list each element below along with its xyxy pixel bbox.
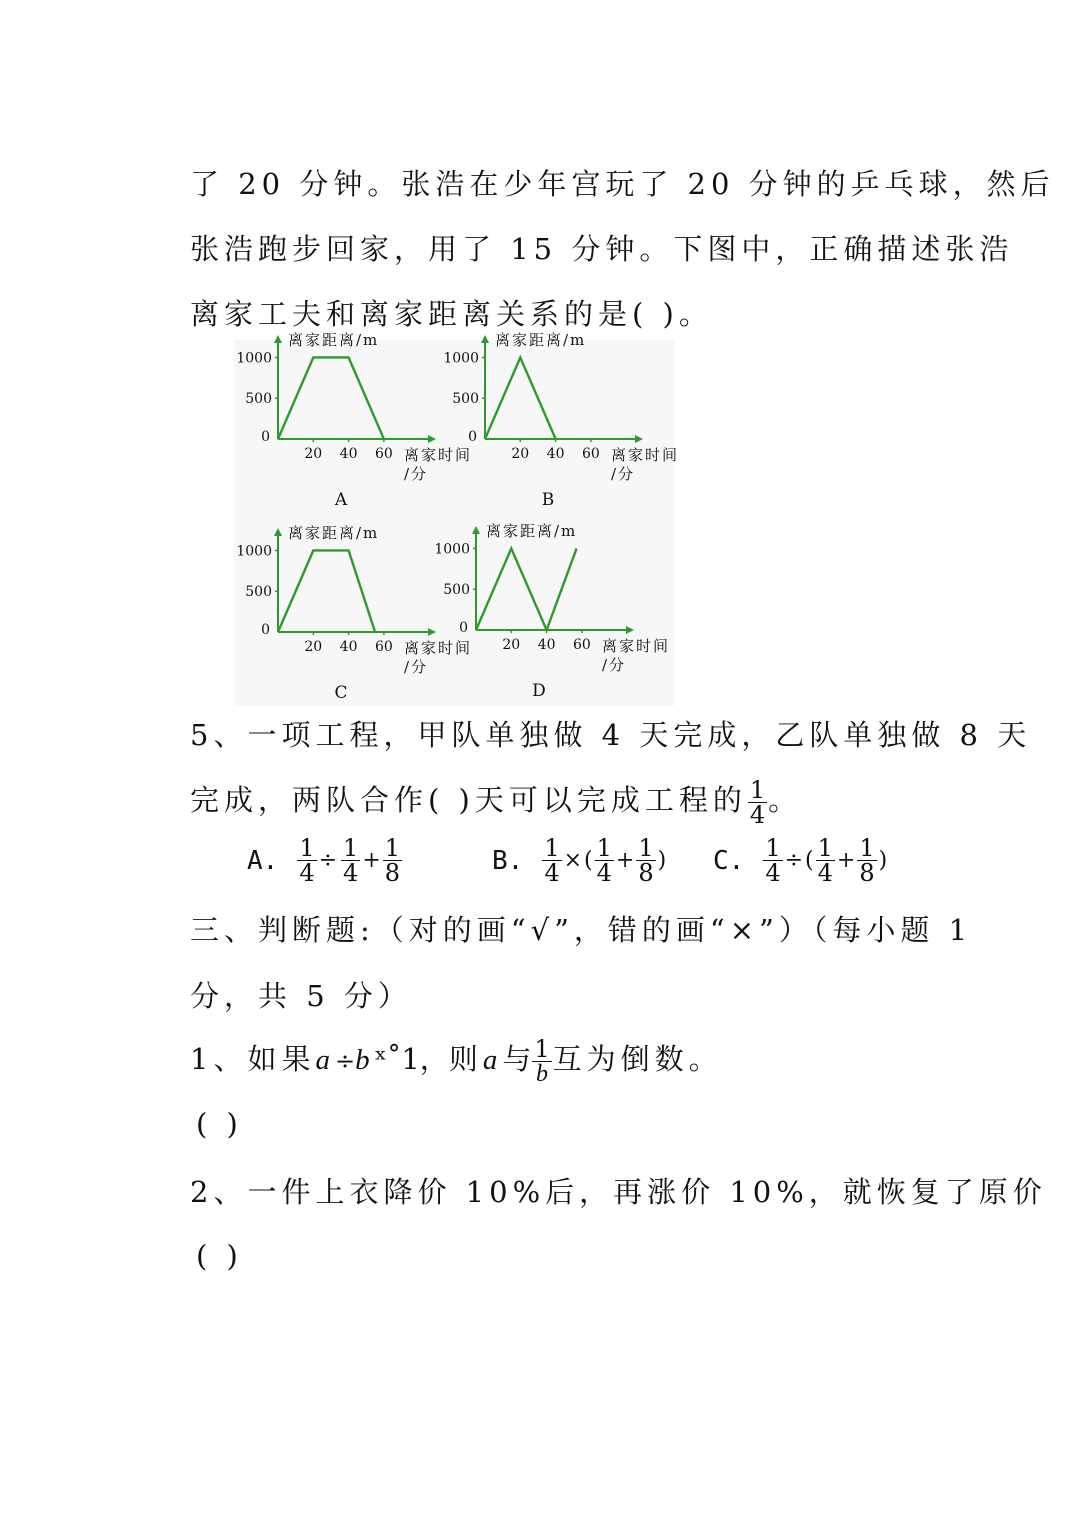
fraction (542, 836, 561, 885)
chart-a (234, 331, 473, 515)
operator: × (563, 848, 583, 873)
fraction-denominator: 4 (817, 859, 833, 887)
chart-option-label: D (532, 681, 546, 701)
tf1-prefix: 1、如果 (190, 1042, 316, 1076)
operator: + (836, 848, 856, 873)
x-tick-label: 40 (537, 637, 556, 653)
fraction-numerator: 1 (817, 834, 833, 862)
q5-target-fraction (748, 775, 767, 829)
chart-option-label: C (334, 683, 348, 703)
q5-text-line-1: 5、一项工程，甲队单独做 4 天完成，乙队单独做 8 天 (190, 718, 1032, 752)
x-tick-label: 60 (374, 446, 393, 462)
fraction-numerator: 1 (343, 834, 359, 862)
x-axis-title-cont: /分 (611, 465, 636, 483)
tf2-answer-blank[interactable]: ( ) (196, 1239, 243, 1273)
option-label: A. (247, 845, 279, 876)
var-a: a (315, 1044, 335, 1076)
y-axis-arrow-icon (481, 335, 489, 343)
x-axis-title-cont: /分 (404, 658, 429, 676)
chart-option-label: B (541, 490, 555, 510)
y-axis-arrow-icon (472, 526, 480, 534)
q5-line2-prefix: 完成，两队合作( )天可以完成工程的 (190, 783, 747, 817)
y-axis-title: 离家距离/m (288, 331, 380, 349)
x-axis-arrow-icon (635, 435, 643, 443)
fraction-denominator: 8 (859, 859, 875, 887)
fraction-numerator: 1 (765, 834, 781, 862)
x-tick-label: 20 (304, 639, 323, 655)
x-axis-arrow-icon (626, 626, 634, 634)
chart-panel (234, 331, 680, 706)
fraction (857, 836, 876, 885)
fraction-denominator: 4 (343, 859, 359, 887)
tf1-with: 与 (502, 1042, 532, 1076)
y-tick-label: 1000 (236, 350, 272, 367)
divide-sign: ÷ (334, 1047, 356, 1075)
y-axis-title: 离家距离/m (288, 524, 380, 542)
x-tick-label: 60 (581, 446, 600, 462)
x-axis-arrow-icon (428, 435, 436, 443)
fraction-numerator: 1 (544, 834, 560, 862)
q5-option-c[interactable] (713, 836, 888, 885)
fraction-denominator: 4 (299, 859, 315, 887)
fraction-denominator: 8 (384, 859, 401, 887)
fraction (763, 836, 782, 885)
x-tick-label: 20 (304, 446, 323, 462)
y-axis-title: 离家距离/m (495, 331, 587, 349)
x-axis-title: 离家时间 (404, 639, 473, 657)
fraction (383, 836, 402, 885)
x-axis-title: 离家时间 (404, 446, 473, 464)
q5-text-line-2 (190, 770, 802, 830)
tf1-answer-blank[interactable]: ( ) (196, 1107, 243, 1141)
y-tick-label: 500 (443, 582, 470, 599)
fraction (636, 836, 655, 885)
y-tick-label: 500 (245, 391, 272, 408)
fraction (341, 836, 360, 885)
y-tick-label: 1000 (434, 541, 470, 558)
open-paren: ( (584, 848, 593, 873)
section3-title-line-2: 分，共 5 分） (190, 979, 412, 1013)
fraction-denominator: 4 (749, 800, 766, 829)
fraction-numerator: 1 (859, 834, 875, 862)
origin-label: 0 (261, 429, 270, 445)
fraction-numerator: 1 (384, 834, 401, 862)
fraction-numerator: 1 (596, 834, 612, 862)
chart-option-label: A (334, 490, 348, 510)
fraction-denominator: 4 (544, 859, 560, 887)
reciprocal-fraction (532, 1034, 551, 1087)
y-axis-arrow-icon (274, 528, 282, 536)
origin-label: 0 (468, 429, 477, 445)
q5-option-b[interactable] (492, 836, 667, 885)
q4-text-line-3: 离家工夫和离家距离关系的是( )。 (190, 297, 713, 331)
fraction-denominator: 8 (638, 859, 654, 887)
option-label: C. (713, 845, 745, 876)
x-tick-label: 60 (374, 639, 393, 655)
y-tick-label: 500 (245, 584, 272, 601)
q5-line2-suffix: 。 (768, 783, 803, 817)
operator: + (362, 848, 381, 873)
fraction (595, 836, 614, 885)
x-axis-title: 离家时间 (611, 446, 680, 464)
q4-text-line-1: 了 20 分钟。张浩在少年宫玩了 20 分钟的乒乓球，然后 (190, 167, 1055, 201)
option-label: B. (492, 845, 524, 876)
open-paren: ( (805, 848, 814, 873)
series-line (278, 550, 375, 632)
fraction-denominator: 4 (765, 859, 781, 887)
series-line (485, 357, 556, 439)
x-axis-title-cont: /分 (404, 465, 429, 483)
x-tick-label: 40 (546, 446, 565, 462)
x-tick-label: 40 (339, 446, 358, 462)
fraction-numerator: 1 (534, 1034, 550, 1063)
close-paren: ) (878, 848, 888, 873)
series-line (278, 357, 384, 439)
y-tick-label: 500 (452, 391, 479, 408)
chart-b (443, 331, 680, 515)
fraction-numerator: 1 (749, 775, 766, 804)
x-tick-label: 20 (511, 446, 530, 462)
x-axis-title: 离家时间 (602, 637, 671, 655)
y-axis-arrow-icon (274, 335, 282, 343)
operator: ÷ (784, 848, 804, 873)
fraction-numerator: 1 (299, 834, 315, 862)
x-tick-label: 60 (572, 637, 591, 653)
x-tick-label: 20 (502, 637, 521, 653)
chart-d (434, 522, 674, 706)
section3-title-line-1: 三、判断题:（对的画“√”，错的画“×”）（每小题 1 (190, 913, 973, 947)
x-tick-label: 40 (339, 639, 358, 655)
fraction (297, 836, 316, 885)
y-tick-label: 1000 (443, 350, 479, 367)
fraction-denominator: b (535, 1060, 548, 1087)
tf1-suffix: 互为倒数。 (552, 1042, 723, 1076)
series-line (476, 548, 577, 630)
fraction-numerator: 1 (638, 834, 654, 862)
fraction (816, 836, 835, 885)
origin-label: 0 (459, 620, 468, 636)
origin-label: 0 (261, 622, 270, 638)
fraction-denominator: 4 (596, 859, 612, 887)
y-axis-title: 离家距离/m (486, 522, 578, 540)
chart-c (234, 524, 473, 706)
var-a: a (482, 1044, 503, 1076)
expr-rest: ˣ˚1， (374, 1042, 449, 1076)
var-b: b (355, 1044, 375, 1076)
q5-option-a[interactable] (247, 836, 405, 885)
x-axis-title-cont: /分 (602, 656, 627, 674)
operator: ÷ (318, 848, 338, 873)
tf2-statement: 2、一件上衣降价 10%后，再涨价 10%，就恢复了原价 (190, 1175, 1047, 1209)
y-tick-label: 1000 (236, 543, 272, 560)
operator: + (615, 848, 635, 873)
tf1-statement (190, 1028, 723, 1092)
close-paren: ) (657, 848, 667, 873)
q4-text-line-2: 张浩跑步回家，用了 15 分钟。下图中，正确描述张浩 (190, 232, 1014, 266)
tf1-mid: 则 (448, 1042, 483, 1076)
